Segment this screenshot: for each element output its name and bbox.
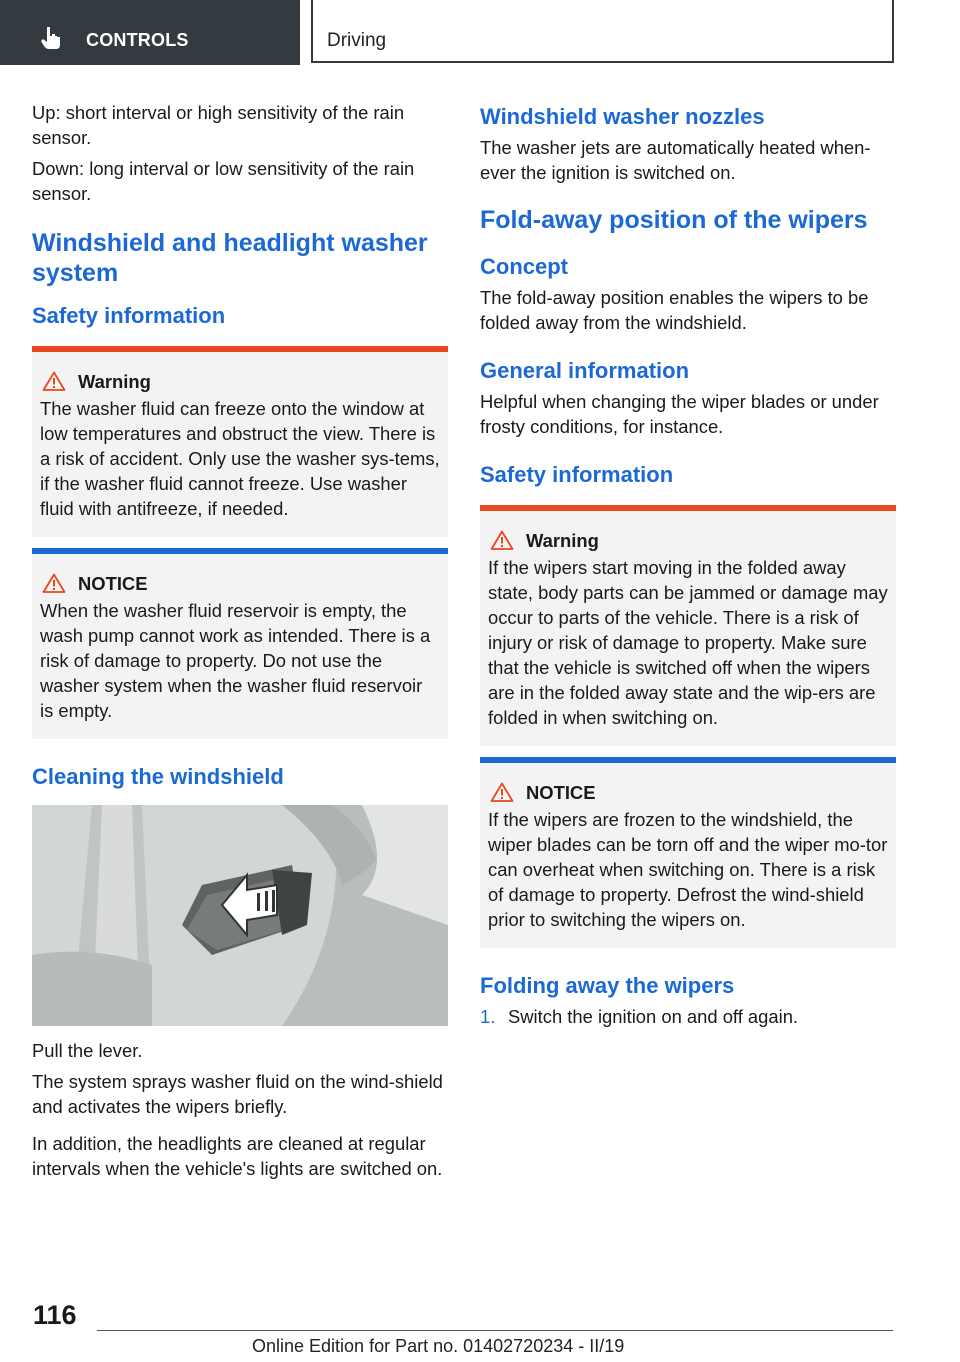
subsection-header xyxy=(311,0,894,63)
intro-up-text: Up: short interval or high sensitivity of the rain sensor. xyxy=(32,102,405,148)
system-sprays-text: The system sprays washer fluid on the wind-shield and activates the wipers briefly. xyxy=(32,1071,443,1117)
warning-title-right: Warning xyxy=(526,530,599,551)
headlights-text: In addition, the headlights are cleaned at regular intervals when the vehicle's lights are switched on. xyxy=(32,1133,443,1179)
wiper-lever-photo xyxy=(32,805,448,1026)
heading-general-information: General information xyxy=(480,358,690,383)
notice-box xyxy=(32,548,448,739)
pointing-hand-icon xyxy=(40,26,62,50)
heading-folding-away: Folding away the wipers xyxy=(480,973,735,998)
warning-box-right xyxy=(480,505,896,746)
heading-safety-information-right: Safety information xyxy=(480,462,674,487)
heading-washer-nozzles: Windshield washer nozzles xyxy=(480,104,765,129)
edition-text: Online Edition for Part no. 01402720234 - II/19 xyxy=(252,1336,625,1356)
warning-triangle-icon xyxy=(490,530,514,550)
notice-text-right: If the wipers are frozen to the windshield, the wiper blades can be torn off and the wiper mo-tor can overheat when switching on. There is a risk of damage to property. Defrost the wind-shield prior to switching the wipers on. xyxy=(488,809,888,930)
footer-divider xyxy=(97,1330,893,1331)
left-column xyxy=(32,100,448,1181)
notice-triangle-icon xyxy=(42,573,66,593)
step-text: Switch the ignition on and off again. xyxy=(508,1006,799,1027)
subsection-title: Driving xyxy=(327,30,387,51)
pull-lever-text: Pull the lever. xyxy=(32,1040,143,1061)
heading-foldaway-position: Fold-away position of the wipers xyxy=(480,206,868,234)
step-number: 1. xyxy=(480,1006,496,1027)
notice-box-right xyxy=(480,757,896,948)
general-text: Helpful when changing the wiper blades or under frosty conditions, for instance. xyxy=(480,391,879,437)
warning-text: The washer fluid can freeze onto the window at low temperatures and obstruct the view. There is a risk of accident. Only use the washer sys-tems, if the washer fluid cannot freeze. Use washer fluid with antifreeze, if needed. xyxy=(40,398,440,519)
section-tab-label: CONTROLS xyxy=(86,30,189,50)
heading-concept: Concept xyxy=(480,254,568,279)
step-item xyxy=(480,1004,896,1029)
right-column xyxy=(480,100,896,1029)
warning-title: Warning xyxy=(78,371,151,392)
warning-triangle-icon xyxy=(42,371,66,391)
heading-washer-system: Windshield and headlight washer system xyxy=(32,229,428,287)
page-number: 116 xyxy=(33,1300,77,1330)
notice-text: When the washer fluid reservoir is empty, the wash pump cannot work as intended. There is a risk of damage to property. Do not use the washer system when the washer fluid reservoir is empty. xyxy=(40,600,431,721)
nozzles-text: The washer jets are automatically heated when-ever the ignition is switched on. xyxy=(480,137,871,183)
section-tab[interactable] xyxy=(0,0,300,65)
concept-text: The fold-away position enables the wipers to be folded away from the windshield. xyxy=(480,287,869,333)
notice-title-right: NOTICE xyxy=(526,782,596,803)
intro-down-text: Down: long interval or low sensitivity of the rain sensor. xyxy=(32,158,415,204)
heading-safety-information: Safety information xyxy=(32,303,226,328)
notice-title: NOTICE xyxy=(78,573,148,594)
notice-triangle-icon xyxy=(490,782,514,802)
warning-box xyxy=(32,346,448,537)
warning-text-right: If the wipers start moving in the folded away state, body parts can be jammed or damage may occur to parts of the vehicle. There is a risk of injury or risk of damage to property. Make sure that the vehicle is switched off when the wipers are in the folded away state and the wip-ers are folded in when switching on. xyxy=(488,557,888,728)
heading-cleaning-windshield: Cleaning the windshield xyxy=(32,764,284,789)
